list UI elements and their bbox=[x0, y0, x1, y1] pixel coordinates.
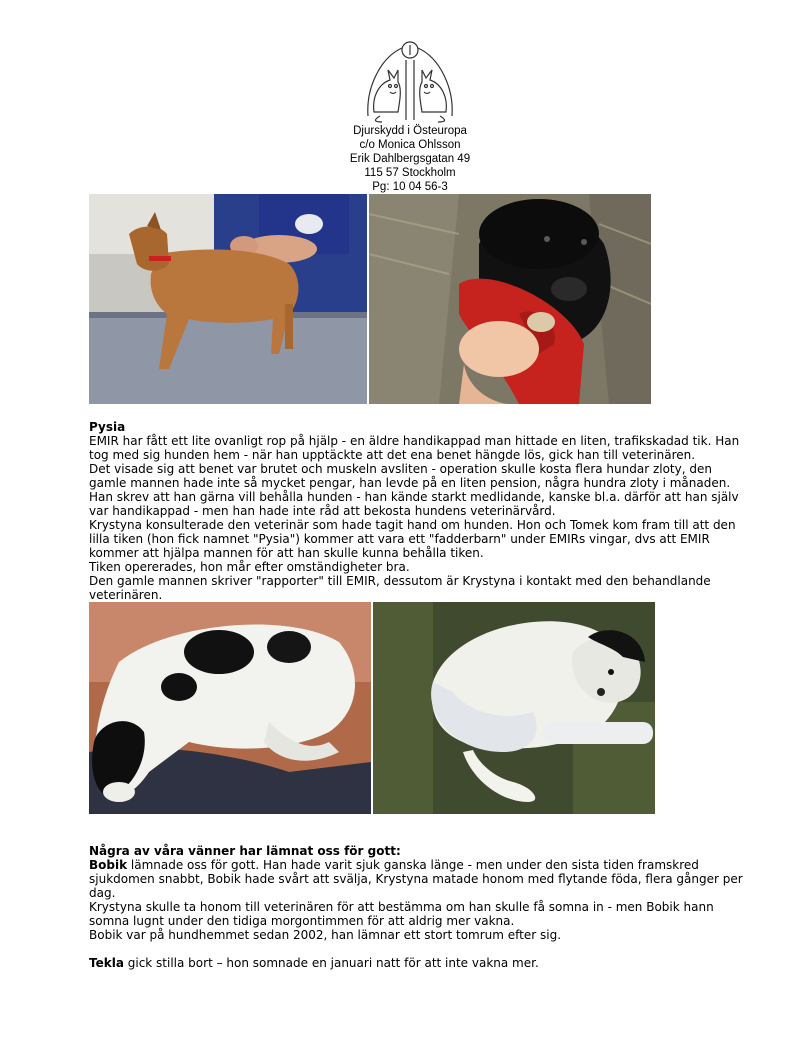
paragraph: Den gamle mannen skriver "rapporter" till EMIR, dessutom är Krystyna i kontakt med den behandlande veterinären. bbox=[89, 574, 711, 602]
organization-logo bbox=[360, 38, 460, 128]
paragraph: Det visade sig att benet var brutet och muskeln avsliten - operation skulle kosta flera hundar zloty, den gamle mannen hade inte så mycket pengar, han levde på en liten pension, några hundra zloty i månaden. bbox=[89, 462, 731, 490]
tekla-paragraph bbox=[89, 956, 749, 970]
spacer bbox=[89, 942, 749, 956]
street-line: Erik Dahlbergsgatan 49 bbox=[349, 153, 471, 165]
bandaged-black-white-dog-photo bbox=[373, 602, 655, 814]
friends-section bbox=[89, 844, 749, 970]
paragraph: Tiken opererades, hon mår efter omständigheter bra. bbox=[89, 560, 410, 574]
bobik-text: lämnade oss för gott. Han hade varit sjuk ganska länge - men under den sista tiden framskred sjukdomen snabbt, Bobik hade svårt att svälja, Krystyna matade honom med flytande föda, flera gånger per dag. bbox=[89, 858, 743, 900]
black-white-dog-lying-photo bbox=[89, 602, 371, 814]
black-dog-with-food-photo bbox=[369, 194, 651, 404]
paragraph: Krystyna konsulterade den veterinär som hade tagit hand om hunden. Hon och Tomek kom fram till att den lilla tiken (hon fick namnet "Pysia") kommer att vara ett "fadderbarn" under EMIRs vingar, dvs att EMIR kommer att hjälpa mannen för att han skulle kunna behålla tiken. bbox=[89, 518, 736, 560]
postal-line: 115 57 Stockholm bbox=[364, 167, 456, 179]
section-heading: Pysia bbox=[89, 420, 126, 434]
org-name: Djurskydd i Östeuropa bbox=[353, 125, 467, 137]
bobik-paragraph bbox=[89, 858, 749, 900]
paragraph: Krystyna skulle ta honom till veterinären för att bestämma om han skulle få somna in - men Bobik hann somna lugnt under den tidiga morgontimmen för att aldrig mer vakna. bbox=[89, 900, 714, 928]
bobik-name: Bobik bbox=[89, 858, 128, 872]
paragraph: Bobik var på hundhemmet sedan 2002, han lämnar ett stort tomrum efter sig. bbox=[89, 928, 562, 942]
paragraph: EMIR har fått ett lite ovanligt rop på hjälp - en äldre handikappad man hittade en liten, trafikskadad tik. Han tog med sig hunden hem - när han upptäckte att det ena benet hängde lös, gick han till veterinären. bbox=[89, 434, 740, 462]
address-block bbox=[300, 124, 520, 194]
paragraph: Han skrev att han gärna vill behålla hunden - han kände starkt medlidande, kanske bl.a. därför att han själv var handikappad - men han hade inte råd att bekosta hundens veterinärvård. bbox=[89, 490, 739, 518]
postgiro-line: Pg: 10 04 56-3 bbox=[372, 181, 448, 193]
tekla-text: gick stilla bort – hon somnade en januari natt för att inte vakna mer. bbox=[123, 956, 539, 970]
tekla-name: Tekla bbox=[89, 956, 124, 970]
co-line: c/o Monica Ohlsson bbox=[359, 139, 461, 151]
section-heading: Några av våra vänner har lämnat oss för gott: bbox=[89, 844, 401, 858]
pysia-section bbox=[89, 420, 749, 602]
brown-dog-on-vet-table-photo bbox=[89, 194, 367, 404]
cats-and-dog-emblem-icon bbox=[360, 38, 460, 128]
